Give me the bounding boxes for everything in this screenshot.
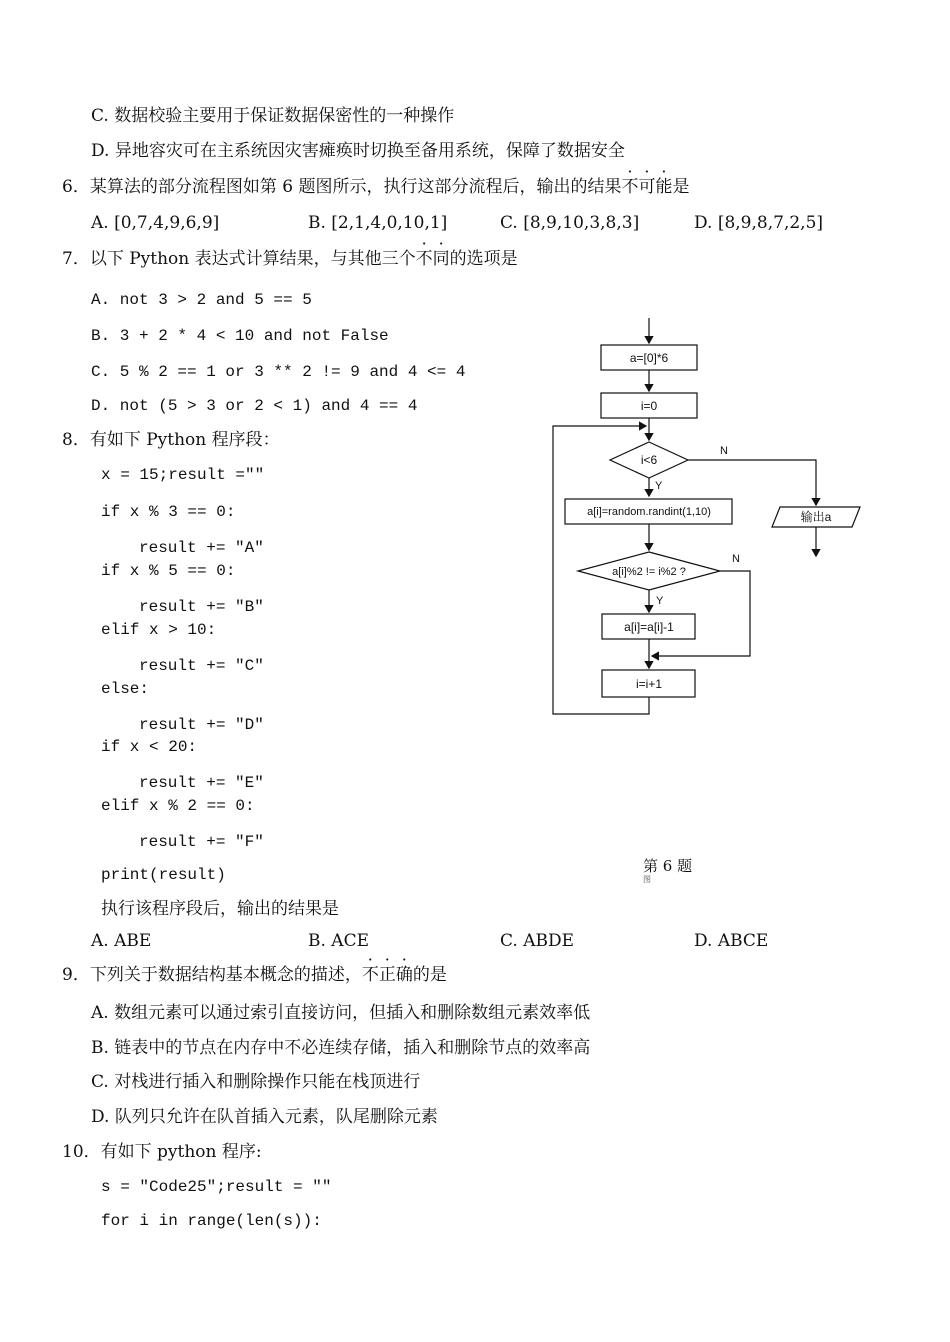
q8-option-b: B. ACE	[308, 931, 369, 951]
flow-text-init-a: a=[0]*6	[629, 351, 669, 365]
q9-stem: 9．下列关于数据结构基本概念的描述，不正确的是	[62, 965, 447, 985]
code-line: elif x % 2 == 0:	[101, 797, 255, 815]
code-line: for i in range(len(s)):	[101, 1212, 322, 1230]
flow-text-output: 输出a	[800, 510, 832, 524]
code-line: print(result)	[101, 866, 226, 884]
code-line: elif x > 10:	[101, 621, 217, 639]
q7-stem: 7．以下 Python 表达式计算结果，与其他三个不同的选项是	[62, 249, 518, 269]
q8-after-text: 执行该程序段后，输出的结果是	[101, 899, 339, 919]
flow-text-cond-loop: i<6	[640, 453, 658, 467]
q8-option-c: C. ABDE	[500, 931, 575, 951]
q5-option-d: D. 异地容灾可在主系统因灾害瘫痪时切换至备用系统，保障了数据安全	[91, 141, 625, 161]
q7-option-c: C. 5 % 2 == 1 or 3 ** 2 != 9 and 4 <= 4	[91, 363, 466, 381]
q6-flowchart	[548, 314, 868, 724]
code-line: result += "E"	[139, 774, 264, 792]
code-line: if x % 3 == 0:	[101, 503, 236, 521]
code-line: s = "Code25";result = ""	[101, 1178, 332, 1196]
q6-option-a: A. [0,7,4,9,6,9]	[91, 213, 220, 233]
code-line: result += "F"	[139, 833, 264, 851]
code-line: if x < 20:	[101, 738, 198, 756]
q7-option-b: B. 3 + 2 * 4 < 10 and not False	[91, 327, 389, 345]
q8-option-a: A. ABE	[91, 931, 152, 951]
flow-text-assign: a[i]=random.randint(1,10)	[587, 506, 711, 518]
figure-caption	[643, 856, 692, 884]
code-line: result += "D"	[139, 716, 264, 734]
q9-option-b: B. 链表中的节点在内存中不必连续存储，插入和删除节点的效率高	[91, 1038, 591, 1058]
q6-option-b: B. [2,1,4,0,10,1]	[308, 213, 448, 233]
q6-option-d: D. [8,9,8,7,2,5]	[694, 213, 824, 233]
flow-text-cond-parity: a[i]%2 != i%2 ?	[612, 566, 686, 578]
q9-option-a: A. 数组元素可以通过索引直接访问，但插入和删除数组元素效率低	[91, 1003, 591, 1023]
flow-text-decrement: a[i]=a[i]-1	[624, 620, 674, 634]
code-line: result += "B"	[139, 598, 264, 616]
flow-label-y1: Y	[655, 480, 663, 492]
q5-option-c: C. 数据校验主要用于保证数据保密性的一种操作	[91, 106, 455, 126]
code-line: result += "C"	[139, 657, 264, 675]
q8-stem: 8．有如下 Python 程序段：	[62, 430, 280, 450]
q6-stem: 6．某算法的部分流程图如第 6 题图所示，执行这部分流程后，输出的结果不可能是	[62, 177, 690, 197]
caption-text: 第 6 题	[643, 857, 693, 875]
flow-label-n2: N	[732, 553, 740, 565]
q9-option-d: D. 队列只允许在队首插入元素，队尾删除元素	[91, 1107, 438, 1127]
code-line: result += "A"	[139, 539, 264, 557]
flow-label-n1: N	[720, 445, 728, 457]
q7-option-a: A. not 3 > 2 and 5 == 5	[91, 291, 312, 309]
q6-option-c: C. [8,9,10,3,8,3]	[500, 213, 640, 233]
code-line: x = 15;result =""	[101, 466, 265, 484]
q9-option-c: C. 对栈进行插入和删除操作只能在栈顶进行	[91, 1072, 421, 1092]
flow-text-init-i: i=0	[640, 399, 658, 413]
flow-arrow	[688, 460, 816, 505]
caption-tail: 图	[643, 875, 651, 884]
code-line: else:	[101, 680, 150, 698]
flow-label-y2: Y	[656, 595, 664, 607]
q10-stem: 10．有如下 python 程序:	[62, 1142, 262, 1162]
flow-text-increment: i=i+1	[635, 677, 663, 691]
code-line: if x % 5 == 0:	[101, 562, 236, 580]
q7-option-d: D. not (5 > 3 or 2 < 1) and 4 == 4	[91, 397, 418, 415]
q8-option-d: D. ABCE	[694, 931, 769, 951]
